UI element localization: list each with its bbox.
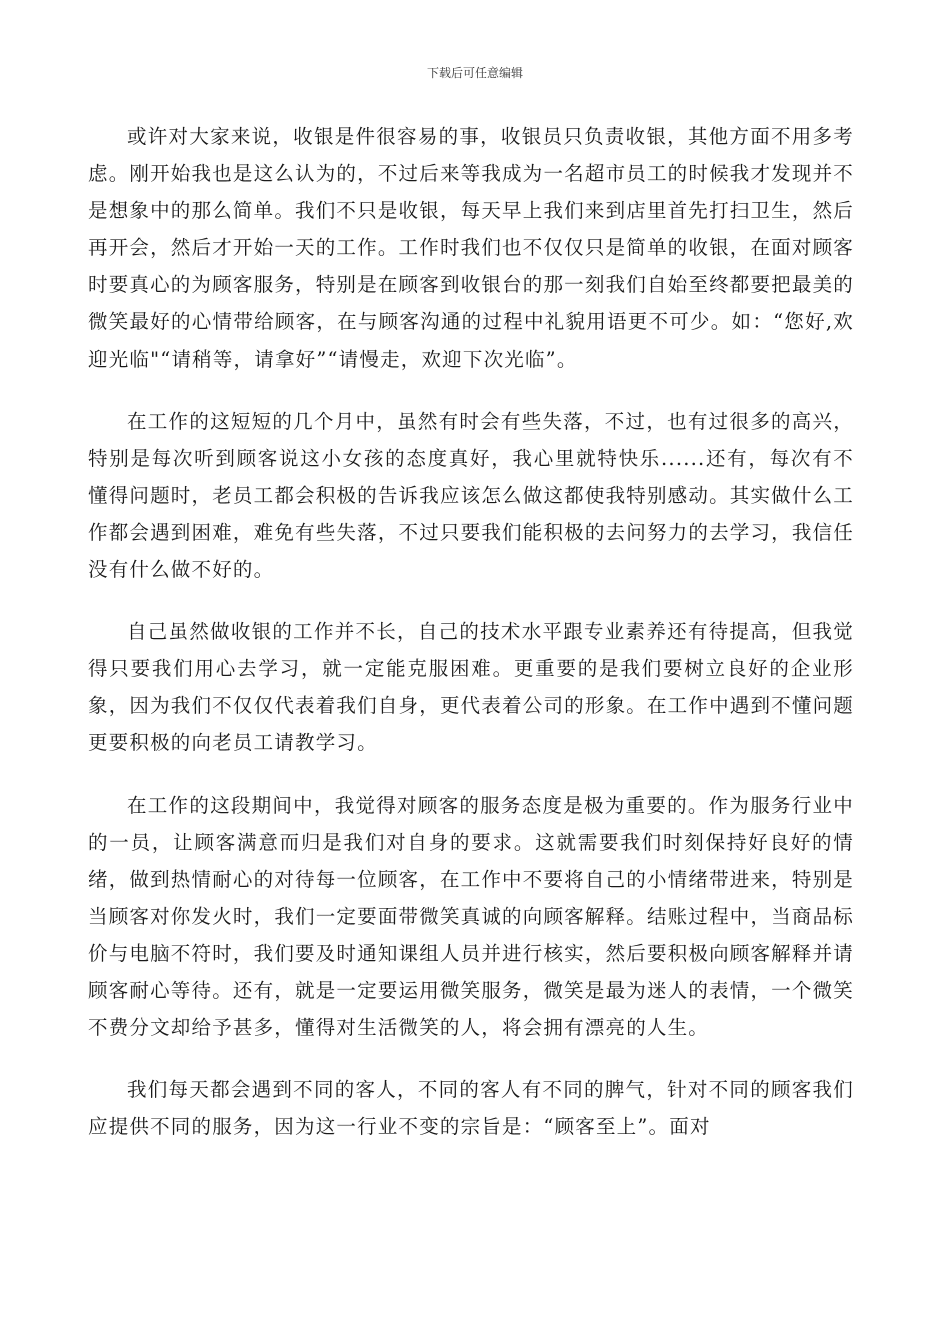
- paragraph-3: 自己虽然做收银的工作并不长，自己的技术水平跟专业素养还有待提高，但我觉得只要我们用心去学习，就一定能克服困难。更重要的是我们要树立良好的企业形象，因为我们不仅仅代表着我们自身，更代表着公司的形象。在工作中遇到不懂问题更要积极的向老员工请教学习。: [88, 620, 854, 755]
- paragraph-1: 或许对大家来说，收银是件很容易的事，收银员只负责收银，其他方面不用多考虑。刚开始我也是这么认为的，不过后来等我成为一名超市员工的时候我才发现并不是想象中的那么简单。我们不只是收银，每天早上我们来到店里首先打扫卫生，然后再开会，然后才开始一天的工作。工作时我们也不仅仅只是简单的收银，在面对顾客时要真心的为顾客服务，特别是在顾客到收银台的那一刻我们自始至终都要把最美的微笑最好的心情带给顾客，在与顾客沟通的过程中礼貌用语更不可少。如：“您好,欢迎光临"“请稍等，请拿好”“请慢走，欢迎下次光临”。: [88, 125, 854, 371]
- paragraph-4: 在工作的这段期间中，我觉得对顾客的服务态度是极为重要的。作为服务行业中的一员，让顾客满意而归是我们对自身的要求。这就需要我们时刻保持好良好的情绪，做到热情耐心的对待每一位顾客，在工作中不要将自己的小情绪带进来，特别是当顾客对你发火时，我们一定要面带微笑真诚的向顾客解释。结账过程中，当商品标价与电脑不符时，我们要及时通知课组人员并进行核实，然后要积极向顾客解释并请顾客耐心等待。还有，就是一定要运用微笑服务，微笑是最为迷人的表情，一个微笑不费分文却给予甚多，懂得对生活微笑的人，将会拥有漂亮的人生。: [88, 793, 854, 1040]
- page-header: 下载后可任意编辑: [426, 66, 523, 80]
- paragraph-5: 我们每天都会遇到不同的客人，不同的客人有不同的脾气，针对不同的顾客我们应提供不同的服务，因为这一行业不变的宗旨是：“顾客至上”。面对: [88, 1078, 854, 1139]
- document-body: [88, 118, 854, 1170]
- paragraph-2: 在工作的这短短的几个月中，虽然有时会有些失落，不过，也有过很多的高兴，特别是每次听到顾客说这小女孩的态度真好，我心里就特快乐......还有，每次有不懂得问题时，老员工都会积极的告诉我应该怎么做这都使我特别感动。其实做什么工作都会遇到困难，难免有些失落，不过只要我们能积极的去问努力的去学习，我信任没有什么做不好的。: [88, 409, 854, 582]
